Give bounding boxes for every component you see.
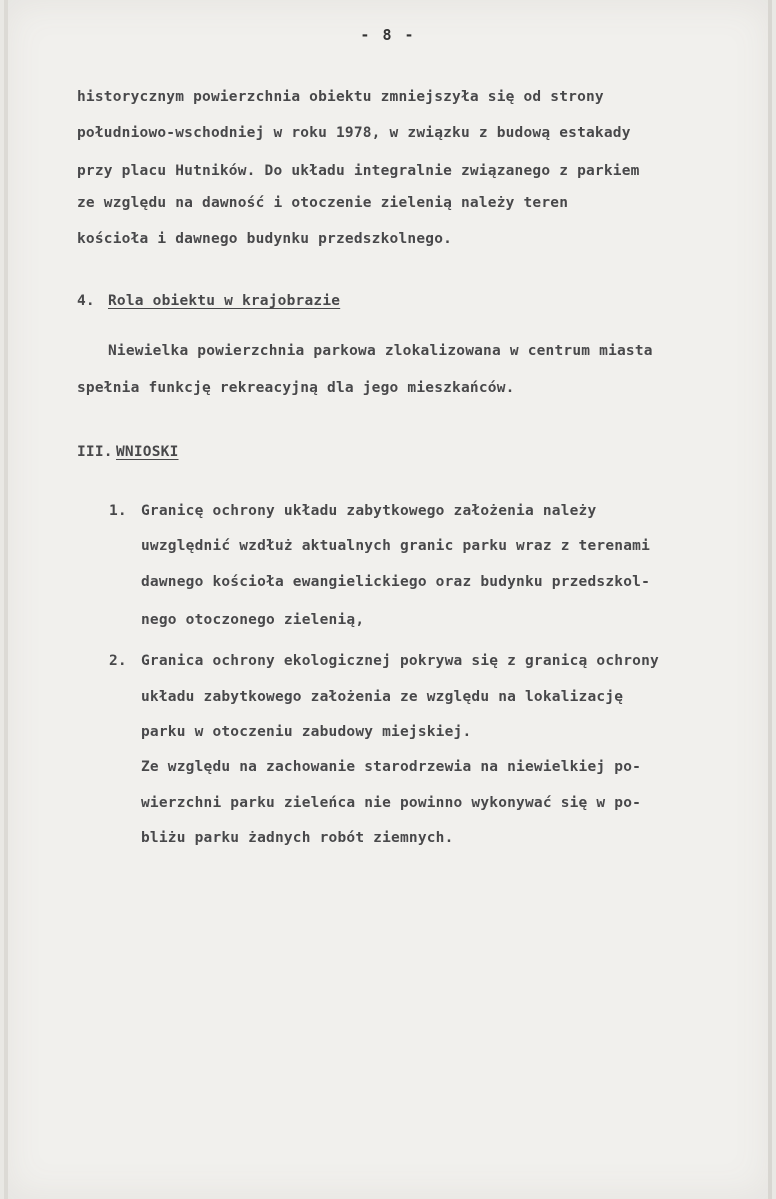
item-2-line-4: Ze względu na zachowanie starodrzewia na niewielkiej po- (141, 759, 642, 775)
section-iii-title: WNIOSKI (116, 444, 179, 460)
intro-line-4: ze względu na dawność i otoczenie zielenią należy teren (77, 195, 569, 211)
item-1-line-2: uwzględnić wzdłuż aktualnych granic parku wraz z terenami (141, 538, 650, 554)
item-2-number: 2. (109, 653, 127, 669)
item-1-number: 1. (109, 503, 127, 519)
intro-line-2: południowo-wschodniej w roku 1978, w związku z budową estakady (77, 125, 631, 141)
page-number: - 8 - (360, 26, 416, 44)
section-4-line-1: Niewielka powierzchnia parkowa zlokalizowana w centrum miasta (108, 343, 653, 359)
item-1-line-1: Granicę ochrony układu zabytkowego założenia należy (141, 503, 597, 519)
section-4-line-2: spełnia funkcję rekreacyjną dla jego mieszkańców. (77, 380, 515, 396)
item-2-line-3: parku w otoczeniu zabudowy miejskiej. (141, 724, 472, 740)
section-iii-number: III. (77, 444, 113, 460)
item-1-line-4: nego otoczonego zielenią, (141, 612, 365, 628)
intro-line-5: kościoła i dawnego budynku przedszkolnego. (77, 231, 453, 247)
section-4-number: 4. (77, 293, 95, 309)
item-1-line-3: dawnego kościoła ewangielickiego oraz budynku przedszkol- (141, 574, 650, 590)
page-edge-left (4, 0, 8, 1199)
item-2-line-6: bliżu parku żadnych robót ziemnych. (141, 830, 454, 846)
intro-line-1: historycznym powierzchnia obiektu zmniejszyła się od strony (77, 89, 604, 105)
item-2-line-1: Granica ochrony ekologicznej pokrywa się z granicą ochrony (141, 653, 659, 669)
section-4-title: Rola obiektu w krajobrazie (108, 293, 341, 309)
page-edge-right (768, 0, 772, 1199)
intro-line-3: przy placu Hutników. Do układu integralnie związanego z parkiem (77, 163, 640, 179)
item-2-line-2: układu zabytkowego założenia ze względu na lokalizację (141, 689, 624, 705)
item-2-line-5: wierzchni parku zieleńca nie powinno wykonywać się w po- (141, 795, 642, 811)
